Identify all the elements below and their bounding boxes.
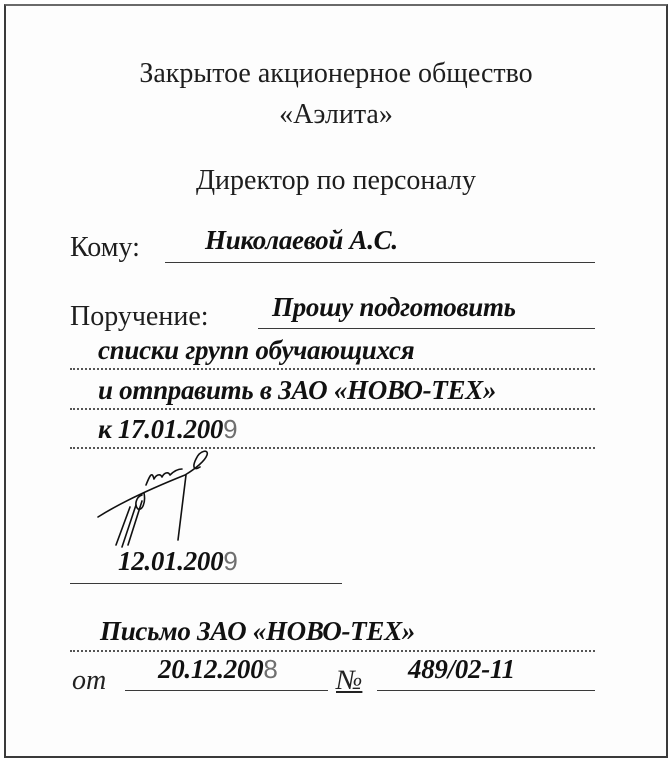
reference-number-underline [377, 690, 595, 691]
assignment-line-1[interactable]: Прошу подготовить [272, 292, 516, 322]
reference-date-underline [125, 690, 328, 691]
position-title: Директор по персоналу [195, 165, 477, 196]
signature-icon [90, 445, 220, 550]
assignment-line-2[interactable]: списки групп обучающихся [98, 335, 415, 365]
reference-number-label: № [336, 665, 363, 696]
reference-number-value[interactable]: 489/02-11 [408, 654, 515, 684]
assignment-underline-3 [70, 408, 595, 410]
reference-letter-underline [70, 650, 595, 652]
reference-date[interactable] [158, 654, 278, 685]
to-label: Кому: [70, 232, 140, 263]
assignment-deadline: к 17.01.200 [98, 414, 224, 444]
to-underline [165, 262, 595, 263]
assignment-underline-2 [70, 368, 595, 370]
organization-name: Закрытое акционерное общество [139, 58, 533, 89]
assignment-underline-1 [258, 328, 595, 329]
reference-letter[interactable]: Письмо ЗАО «НОВО-ТЕХ» [100, 616, 415, 646]
signature-date[interactable] [118, 546, 238, 577]
reference-date-main: 20.12.200 [158, 654, 264, 684]
reference-from-label: от [72, 665, 107, 696]
assignment-label: Поручение: [70, 301, 209, 332]
signature-date-main: 12.01.200 [118, 546, 224, 576]
reference-date-year-digit: 8 [263, 654, 278, 684]
assignment-deadline-year-digit: 9 [223, 414, 238, 444]
assignment-line-3[interactable]: и отправить в ЗАО «НОВО-ТЕХ» [98, 375, 497, 405]
assignment-line-4[interactable] [98, 414, 238, 445]
signature-date-underline [70, 583, 342, 584]
signature-date-year-digit: 9 [223, 546, 238, 576]
organization-quoted-name: «Аэлита» [279, 99, 393, 130]
to-value[interactable]: Николаевой А.С. [205, 225, 398, 255]
